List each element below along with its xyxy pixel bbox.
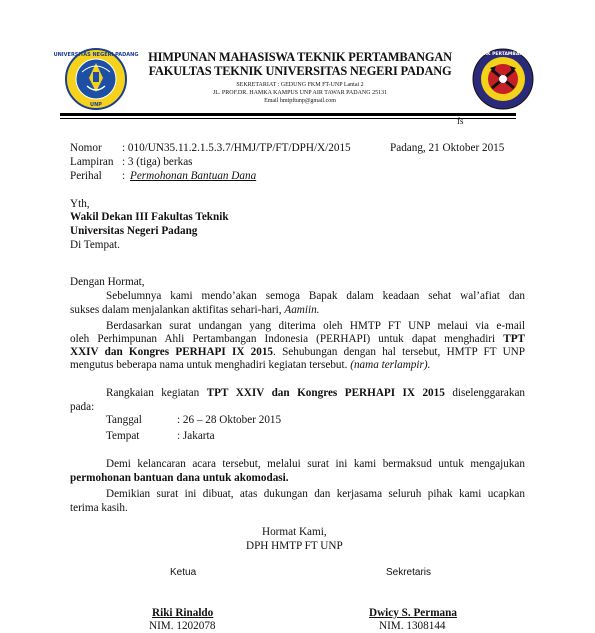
email-line: Email hmtpftunp@gmail.com: [264, 98, 336, 104]
nomor-value: : 010/UN35.11.2.1.5.3.7/HMJ/TP/FT/DPH/X/2015: [122, 142, 351, 154]
p2-line2: oleh Perhimpunan Ahli Pertambangan Indonesia (PERHAPI) untuk dapat menghadiri TPT: [70, 333, 525, 345]
p4-line2: permohonan bantuan dana untuk akomodasi.: [70, 472, 289, 484]
recipient-institution: Universitas Negeri Padang: [70, 225, 198, 237]
closing-line1: Hormat Kami,: [262, 526, 327, 538]
address-line: JL. PROF.DR. HAMKA KAMPUS UNP AIR TAWAR PADANG 25131: [212, 90, 388, 96]
tanggal-label: Tanggal: [106, 414, 142, 426]
lampiran-value: : 3 (tiga) berkas: [122, 156, 193, 168]
p4-line1: Demi kelancaran acara tersebut, melalui surat ini kami bermaksud untuk mengajukan: [106, 458, 525, 470]
perihal-label: Perihal: [70, 170, 102, 182]
nomor-label: Nomor: [70, 142, 102, 154]
perihal-value: Permohonan Bantuan Dana: [130, 170, 257, 182]
unp-logo: [53, 48, 139, 110]
p2-line4: mengutus beberapa nama untuk menghadiri kegiatan tersebut. (nama terlampir).: [70, 359, 431, 371]
p5-line1: Demikian surat ini dibuat, atas dukungan dan kerjasama seluruh pihak kami ucapkan: [106, 488, 525, 500]
left-role: Ketua: [170, 567, 197, 578]
closing-line2: DPH HMTP FT UNP: [246, 540, 343, 552]
p5-line2: terima kasih.: [70, 502, 128, 514]
tempat-label: Tempat: [106, 430, 140, 442]
tanggal-value: : 26 – 28 Oktober 2015: [177, 414, 282, 426]
right-signatory-name: Dwicy S. Permana: [369, 607, 457, 619]
greeting: Dengan Hormat,: [70, 276, 145, 288]
stray-mark: fs: [457, 116, 464, 126]
recipient-title: Wakil Dekan III Fakultas Teknik: [70, 211, 229, 223]
p3-line2: pada:: [70, 401, 95, 413]
recipient-place: Di Tempat.: [70, 239, 120, 251]
right-role: Sekretaris: [386, 567, 432, 578]
org-name: HIMPUNAN MAHASISWA TEKNIK PERTAMBANGAN: [148, 50, 452, 64]
tempat-value: : Jakarta: [177, 430, 215, 442]
p2-line3: XXIV dan Kongres PERHAPI IX 2015. Sehubungan dengan hal tersebut, HMTP FT UNP: [70, 346, 525, 358]
left-logo-bottom: UNP: [90, 102, 102, 108]
left-logo-text: UNIVERSITAS NEGERI PADANG: [53, 52, 139, 58]
header-rule-thick: [60, 113, 516, 116]
p3-line1: Rangkaian kegiatan TPT XXIV dan Kongres PERHAPI IX 2015 diselenggarakan: [106, 387, 526, 399]
p2-line1: Berdasarkan surat undangan yang diterima oleh HMTP FT UNP melaui via e-mail: [106, 320, 525, 332]
header-rule-thin: [60, 118, 516, 119]
right-logo-text: TEKNIK PERTAMBANGAN: [471, 52, 535, 57]
right-signatory-nim: NIM. 1308144: [379, 620, 446, 632]
lampiran-label: Lampiran: [70, 156, 114, 168]
tambang-logo: [472, 48, 534, 110]
left-signatory-name: Riki Rinaldo: [152, 607, 214, 619]
perihal-colon: :: [122, 170, 126, 182]
p1-line1: Sebelumnya kami mendo’akan semoga Bapak dalam keadaan sehat wal’afiat dan: [106, 290, 525, 302]
recipient-salutation: Yth,: [70, 198, 90, 210]
p1-line2: sukses dalam menjalankan aktifitas sehari-hari, Aamiin.: [70, 304, 320, 316]
left-signatory-nim: NIM. 1202078: [149, 620, 216, 632]
letter-date: Padang, 21 Oktober 2015: [390, 142, 505, 154]
secretariat-line: SEKRETARIAT : GEDUNG FKM FT-UNP Lantai 2: [236, 82, 364, 88]
faculty-name: FAKULTAS TEKNIK UNIVERSITAS NEGERI PADANG: [148, 64, 452, 78]
